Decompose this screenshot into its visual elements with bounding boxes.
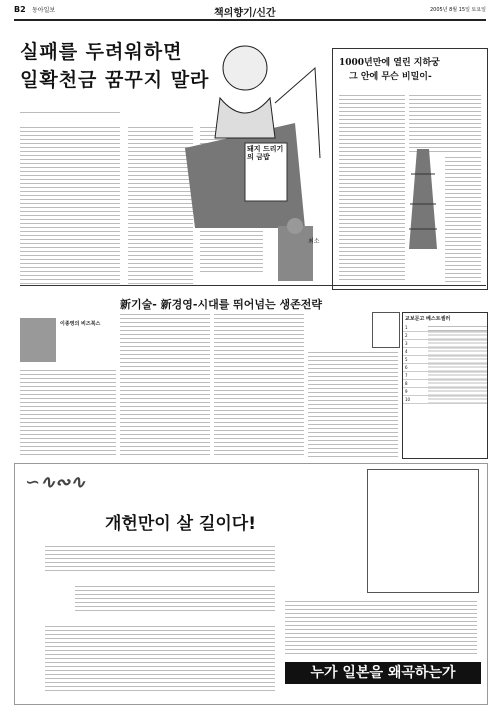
bestseller-title: 교보문고 베스트셀러 [405,316,451,322]
ad-calligraphy-logo: ∽∿∾∿ [25,472,86,493]
article-headline-2: 일확천금 꿈꾸지 말라 [20,69,210,91]
section-title: 책의향기/신간 [214,8,276,19]
article-2-column-4 [308,350,398,457]
side-box-column-1 [339,93,405,283]
book-cover: 돼지 드리기의 금밥 [247,144,284,162]
page-number: B2 [14,5,26,14]
book-thumbnail [372,312,400,348]
reviewer-photo [20,318,56,362]
table-row: 9 [403,388,487,396]
article-2-column-1 [20,368,116,456]
article-1-column-1 [20,125,120,285]
bestseller-box [402,312,488,459]
article-2-headline: 新기술- 新경영-시대를 뛰어넘는 생존전략 [120,298,323,311]
ad-left-contents [45,624,275,694]
reviewer-label: 이종영의 비즈북스 [60,321,101,327]
ad-right-book-cover [367,469,479,593]
article-headline-1: 실패를 두려워하면 [20,41,183,63]
table-row: 3 [403,340,487,348]
ad-right-slogan: 누가 일본을 왜곡하는가 [285,662,481,684]
ad-left-slogan: 개헌만이 살 길이다! [105,514,256,534]
ad-right-text [285,599,477,654]
table-row: 10 [403,396,487,404]
pagoda-image [403,144,443,254]
paper-name: 동아일보 [32,7,56,14]
table-row: 2 [403,332,487,340]
page-header [14,5,486,21]
article-2-column-2 [120,312,210,457]
article-2-column-3 [214,312,304,457]
figurine-image [273,216,317,286]
side-box [332,48,488,290]
table-row: 1 [403,324,487,332]
illustrator-signature: 최소 [308,238,320,245]
ad-left-book-list [75,584,275,614]
advertisement [14,463,488,705]
table-row: 5 [403,356,487,364]
cartoon-illustration [165,28,325,236]
section-divider [20,285,486,286]
byline [20,110,120,116]
table-row: 8 [403,380,487,388]
issue-date: 2005년 8월 15일 토요일 [429,7,486,13]
table-row: 4 [403,348,487,356]
table-row: 7 [403,372,487,380]
ad-left-text [45,544,275,574]
side-box-column-3 [445,155,481,283]
side-box-title: 1000년만에 열린 지하궁 [339,58,440,68]
table-row: 6 [403,364,487,372]
side-box-subtitle: 그 안에 무슨 비밀이- [349,72,432,82]
